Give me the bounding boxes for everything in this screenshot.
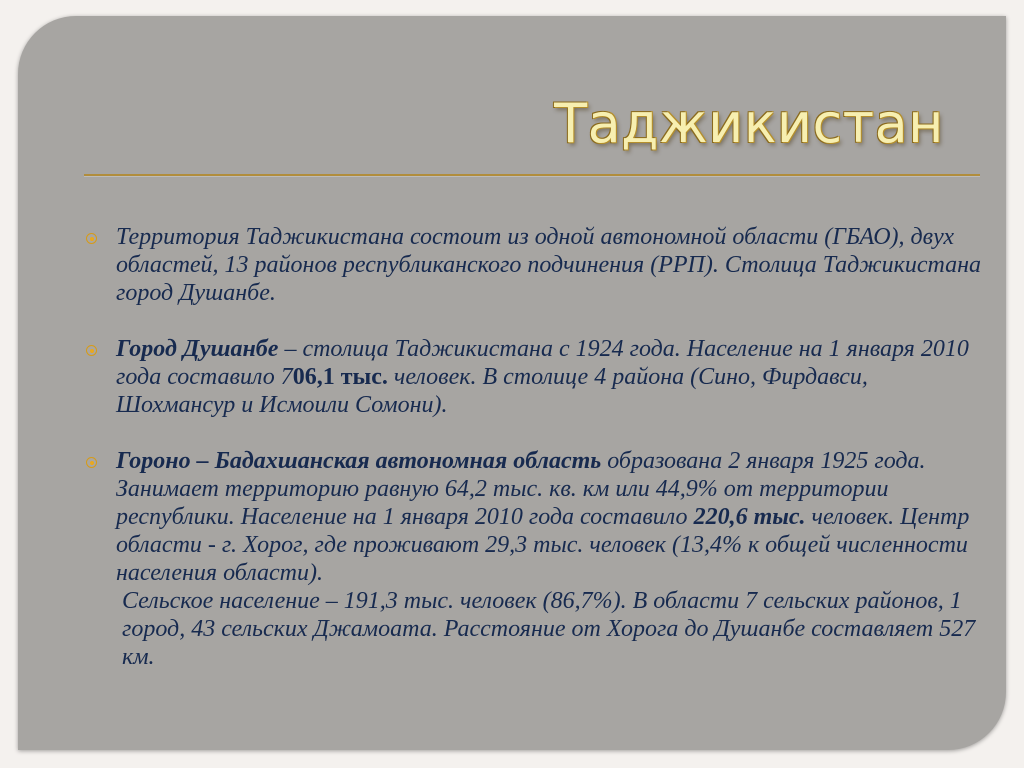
dushanbe-text-2: человек. В столице 4 района (Сино, Фирдавси, Шохмансур и Исмоили Сомони). [116,364,868,418]
slide-title: Таджикистан [554,92,944,155]
dushanbe-population-value: 06,1 тыс. [292,364,388,390]
bullet-item-dushanbe [84,335,984,419]
gbao-rural-text: Сельское население – 191,3 тыс. человек (86,7%). В области 7 сельских районов, 1 город, 43 сельских Джамоата. Расстояние от Хорога до Душанбе составляет 527 км. [122,588,976,670]
bullet-ring-icon [86,233,97,244]
dushanbe-heading: Город Душанбе [116,336,279,362]
gbao-text-2: человек. Центр области - г. Хорог, где проживают 29,3 тыс. человек (13,4% к общей численности населения области). [116,504,970,586]
gbao-text-1: образована 2 января 1925 года. Занимает территорию равную 64,2 тыс. кв. км или 44,9% от территории республики. Население на 1 января 2010 года составило [116,448,926,530]
bullet-item-gbao [84,447,984,671]
title-underline [84,174,980,176]
bullet-ring-icon [86,345,97,356]
content-area [84,223,984,671]
gbao-population-value: 220,6 тыс. [693,504,806,530]
gbao-heading: Гороно – Бадахшанская автономная область [116,448,602,474]
bullet-ring-icon [86,457,97,468]
bullet-item-territory [84,223,984,307]
territory-text: Территория Таджикистана состоит из одной автономной области (ГБАО), двух областей, 13 районов республиканского подчинения (РРП). Столица Таджикистана город Душанбе. [116,224,982,306]
dushanbe-text-1: – столица Таджикистана с 1924 года. Население на 1 января 2010 года составило [116,336,969,390]
dushanbe-value-prefix: 7 [280,364,293,390]
slide-background [18,16,1006,750]
